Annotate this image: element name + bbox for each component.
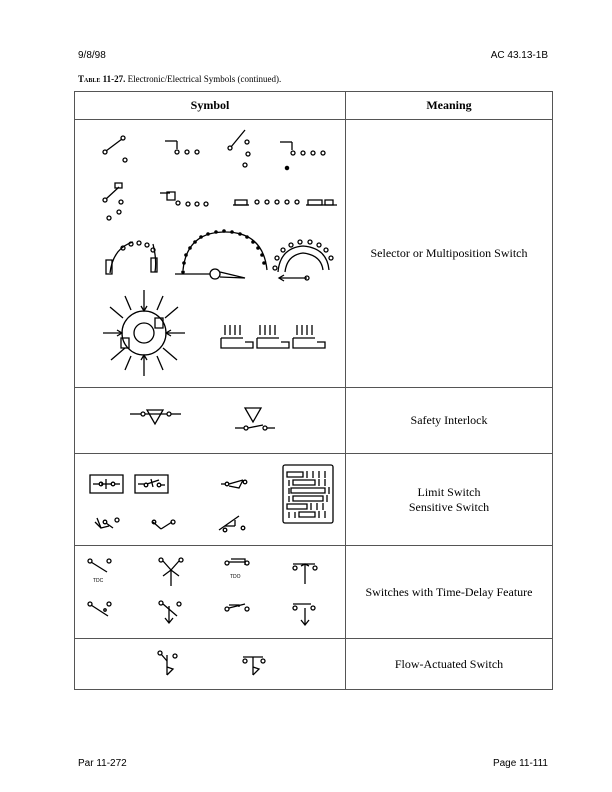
selector-dial-symbol — [175, 229, 267, 279]
tdc-label: TDC — [93, 578, 104, 584]
limit-switch-symbols — [75, 454, 345, 545]
meaning-text: Limit Switch — [417, 484, 481, 499]
footer-paragraph: Par 11-272 — [78, 758, 127, 769]
symbol-cell-safety-interlock — [75, 388, 346, 454]
meaning-text: Selector or Multiposition Switch — [370, 246, 528, 260]
meaning-cell-safety-interlock — [346, 388, 553, 454]
table-header-row — [75, 92, 553, 120]
caption-label: Table 11-27. — [78, 74, 126, 84]
table-row — [75, 454, 553, 546]
meaning-cell-time-delay — [346, 546, 553, 639]
meaning-text: Flow-Actuated Switch — [394, 656, 504, 671]
selector-3pos-arc-symbol — [228, 130, 250, 167]
tdo-label: TDO — [230, 574, 241, 580]
table-row — [75, 120, 553, 388]
time-delay-t-open-symbol — [293, 604, 315, 625]
flow-actuated-switch-symbols — [75, 639, 345, 689]
safety-interlock-closed-symbol — [130, 410, 181, 424]
symbol-cell-time-delay — [75, 546, 346, 639]
footer-page-number: Page 11-111 — [492, 758, 548, 769]
symbol-cell-limit-switch — [75, 454, 346, 546]
selector-arc-small-symbol — [106, 241, 157, 274]
table-row — [75, 388, 553, 454]
time-delay-open-symbol — [88, 602, 111, 616]
header-doc-id: AC 43.13-1B — [490, 50, 548, 61]
time-delay-switch-symbols — [75, 546, 345, 638]
flow-switch-open-symbol — [243, 657, 265, 675]
selector-pushbutton-group-symbol — [221, 325, 325, 348]
safety-interlock-open-symbol — [235, 408, 275, 430]
selector-2pos-symbol — [103, 136, 127, 162]
time-delay-t-symbol — [293, 564, 317, 584]
meaning-cell-limit-switch — [346, 454, 553, 546]
time-delay-tdo-symbol — [225, 559, 249, 580]
selector-3pos-row-symbol — [165, 141, 199, 154]
limit-switch-box-closed-symbol — [90, 475, 123, 493]
selector-multi-row-symbol — [233, 200, 337, 205]
header-date: 9/8/98 — [78, 50, 106, 61]
column-header-meaning: Meaning — [346, 92, 553, 120]
limit-switch-no-symbol — [221, 480, 247, 488]
table-row — [75, 639, 553, 690]
limit-switch-roller-symbol — [95, 518, 119, 528]
safety-interlock-symbols — [75, 388, 345, 453]
selector-rotary-symbol — [103, 290, 185, 376]
table-row — [75, 546, 553, 639]
time-delay-tdc-closed-symbol — [88, 559, 111, 584]
meaning-text-line2: Sensitive Switch — [408, 499, 490, 514]
symbols-table — [74, 91, 553, 690]
meaning-text: Safety Interlock — [410, 413, 488, 427]
limit-switch-v-symbol — [152, 520, 175, 529]
time-delay-fork-symbol — [159, 558, 183, 586]
symbol-cell-flow-actuated — [75, 639, 346, 690]
meaning-cell-selector — [346, 120, 553, 388]
time-delay-tdo-open-symbol — [225, 604, 249, 611]
sensitive-switch-bank-symbol — [283, 465, 333, 523]
selector-switch-symbols — [75, 120, 345, 387]
table-caption — [78, 74, 281, 84]
selector-arc-arrow-symbol — [273, 240, 333, 281]
symbol-cell-selector — [75, 120, 346, 388]
limit-switch-box-open-symbol — [135, 475, 168, 493]
caption-text: Electronic/Electrical Symbols (continued). — [125, 74, 282, 84]
meaning-cell-flow-actuated — [346, 639, 553, 690]
selector-4pos-row-symbol — [280, 142, 325, 170]
time-delay-fork-arrow-symbol — [159, 601, 181, 623]
limit-switch-nc-symbol — [219, 516, 245, 532]
selector-boxed-row-symbol — [160, 192, 208, 206]
flow-switch-closed-symbol — [158, 651, 177, 675]
meaning-text: Switches with Time-Delay Feature — [365, 584, 533, 599]
selector-locked-symbol — [103, 183, 123, 220]
column-header-symbol: Symbol — [75, 92, 346, 120]
